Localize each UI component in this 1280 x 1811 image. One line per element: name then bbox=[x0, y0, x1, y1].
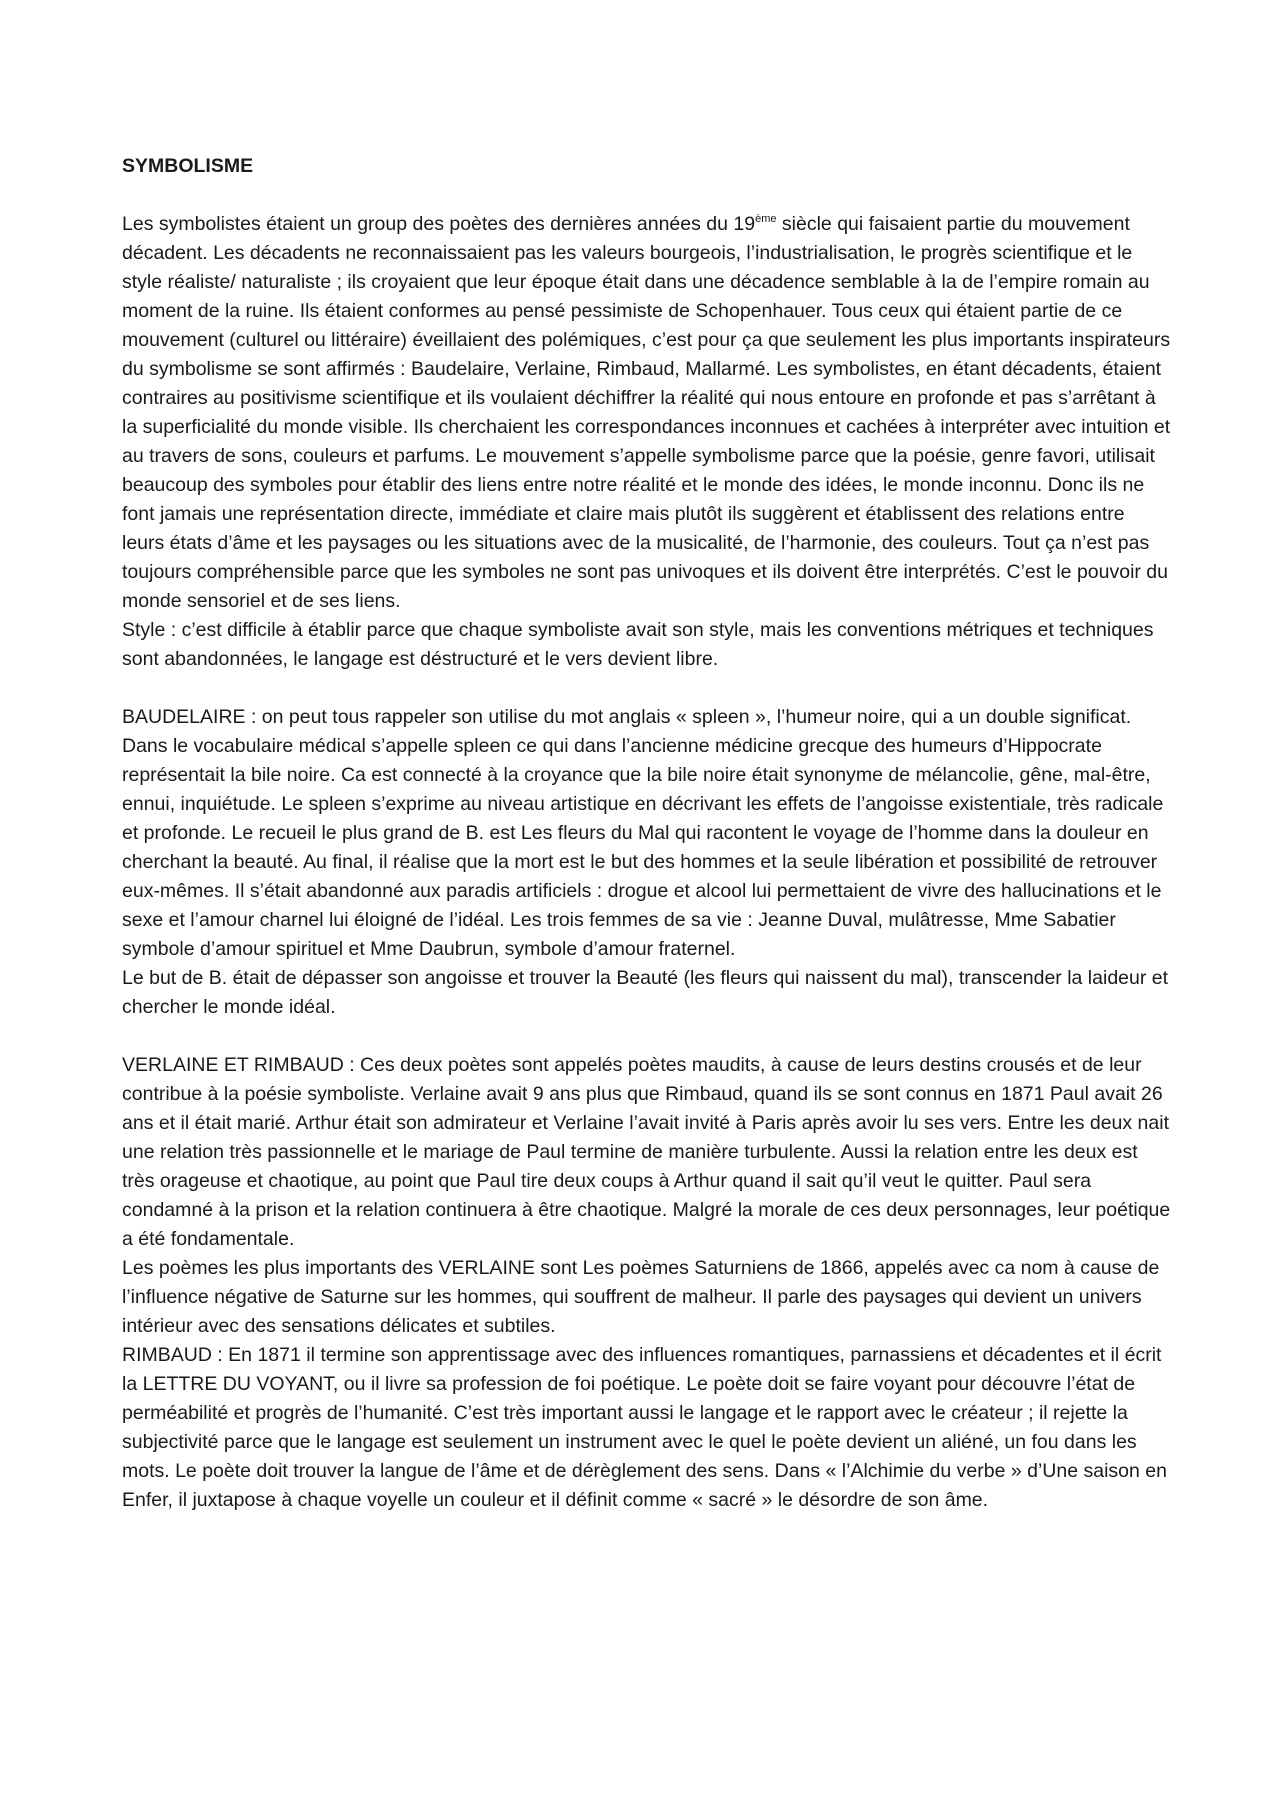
blank-line bbox=[122, 674, 1172, 703]
blank-line bbox=[122, 1022, 1172, 1051]
paragraph-intro-rest: siècle qui faisaient partie du mouvement décadent. Les décadents ne reconnaissaient pas les valeurs bourgeois, l’industrialisation, le progrès scientifique et le style réaliste/ naturaliste ; ils croyaient que leur époque était dans une décadence semblable à la de l’empire romain au moment de la ruine. Ils étaient conformes au pensé pessimiste de Schopenhauer. Tous ceux qui étaient partie de ce mouvement (culturel ou littéraire) éveillaient des polémiques, c’est pour ça que seulement les plus importants inspirateurs du symbolisme se sont affirmés : Baudelaire, Verlaine, Rimbaud, Mallarmé. Les symbolistes, en étant décadents, étaient contraires au positivisme scientifique et ils voulaient déchiffrer la réalité qui nous entoure en profonde et pas s’arrêtant à la superficialité du monde visible. Ils cherchaient les correspondances inconnues et cachées à interpréter avec intuition et au travers de sons, couleurs et parfums. Le mouvement s’appelle symbolisme parce que la poésie, genre favori, utilisait beaucoup des symboles pour établir des liens entre notre réalité et le monde des idées, le monde inconnu. Donc ils ne font jamais une représentation directe, immédiate et claire mais plutôt ils suggèrent et établissent des relations entre leurs états d’âme et les paysages ou les situations avec de la musicalité, de l’harmonie, des couleurs. Tout ça n’est pas toujours compréhensible parce que les symboles ne sont pas univoques et ils doivent être interprétés. C’est le pouvoir du monde sensoriel et de ses liens. bbox=[122, 213, 1171, 612]
superscript-eme: ème bbox=[755, 213, 777, 225]
paragraph-rimbaud: RIMBAUD : En 1871 il termine son apprentissage avec des influences romantiques, parnassiens et décadentes et il écrit la LETTRE DU VOYANT, ou il livre sa profession de foi poétique. Le poète doit se faire voyant pour découvre l’état de perméabilité et progrès de l’humanité. C’est très important aussi le langage et le rapport avec le créateur ; il rejette la subjectivité parce que le langage est seulement un instrument avec le quel le poète devient un aliéné, un fou dans les mots. Le poète doit trouver la langue de l’âme et de dérèglement des sens. Dans « l’Alchimie du verbe » d’Une saison en Enfer, il juxtapose à chaque voyelle un couleur et il définit comme « sacré » le désordre de son âme. bbox=[122, 1344, 1167, 1511]
paragraph-intro-start: Les symbolistes étaient un group des poètes des dernières années du 19 bbox=[122, 213, 756, 235]
paragraph-verlaine-rimbaud: VERLAINE ET RIMBAUD : Ces deux poètes sont appelés poètes maudits, à cause de leurs destins crousés et de leur contribue à la poésie symboliste. Verlaine avait 9 ans plus que Rimbaud, quand ils se sont connus en 1871 Paul avait 26 ans et il était marié. Arthur était son admirateur et Verlaine l’avait invité à Paris après avoir lu ses vers. Entre les deux nait une relation très passionnelle et le mariage de Paul termine de manière turbulente. Aussi la relation entre les deux est très orageuse et chaotique, au point que Paul tire deux coups à Arthur quand il sait qu’il veut le quitter. Paul sera condamné à la prison et la relation continuera à être chaotique. Malgré la morale de ces deux personnages, leur poétique a été fondamentale. bbox=[122, 1054, 1171, 1250]
document-title: SYMBOLISME bbox=[122, 155, 254, 177]
paragraph-baudelaire-goal: Le but de B. était de dépasser son angoisse et trouver la Beauté (les fleurs qui naissent du mal), transcender la laideur et chercher le monde idéal. bbox=[122, 967, 1169, 1018]
paragraph-verlaine-poems: Les poèmes les plus importants des VERLAINE sont Les poèmes Saturniens de 1866, appelés avec ca nom à cause de l’influence négative de Saturne sur les hommes, qui souffrent de malheur. Il parle des paysages qui devient un univers intérieur avec des sensations délicates et subtiles. bbox=[122, 1257, 1160, 1337]
paragraph-symbolism-intro bbox=[122, 210, 1172, 616]
document-page bbox=[122, 152, 1172, 1515]
paragraph-style: Style : c’est difficile à établir parce que chaque symboliste avait son style, mais les conventions métriques et techniques sont abandonnées, le langage est déstructuré et le vers devient libre. bbox=[122, 619, 1154, 670]
paragraph-baudelaire: BAUDELAIRE : on peut tous rappeler son utilise du mot anglais « spleen », l’humeur noire, qui a un double significat. Dans le vocabulaire médical s’appelle spleen ce qui dans l’ancienne médicine grecque des humeurs d’Hippocrate représentait la bile noire. Ca est connecté à la croyance que la bile noire était synonyme de mélancolie, gêne, mal-être, ennui, inquiétude. Le spleen s’exprime au niveau artistique en décrivant les effets de l’angoisse existentiale, très radicale et profonde. Le recueil le plus grand de B. est Les fleurs du Mal qui racontent le voyage de l’homme dans la douleur en cherchant la beauté. Au final, il réalise que la mort est le but des hommes et la seule libération et possibilité de retrouver eux-mêmes. Il s’était abandonné aux paradis artificiels : drogue et alcool lui permettaient de vivre des hallucinations et le sexe et l’amour charnel lui éloigné de l’idéal. Les trois femmes de sa vie : Jeanne Duval, mulâtresse, Mme Sabatier symbole d’amour spirituel et Mme Daubrun, symbole d’amour fraternel. bbox=[122, 706, 1164, 960]
